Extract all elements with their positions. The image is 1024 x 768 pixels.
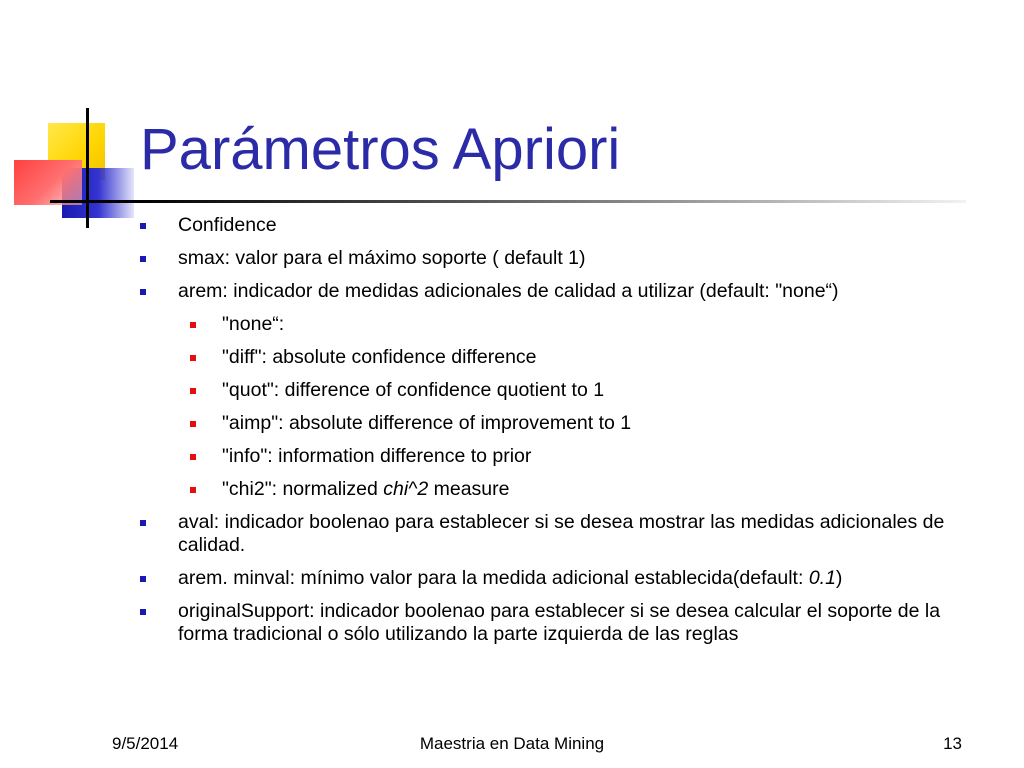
sub-bullet-text: "aimp": absolute difference of improvement to 1	[222, 412, 632, 434]
bullet-text: arem: indicador de medidas adicionales de calidad a utilizar (default: "none“)	[178, 280, 839, 302]
red-square-bullet-icon	[190, 322, 196, 328]
sub-bullet-text-italic: chi^2	[383, 478, 429, 500]
slide-title: Parámetros Apriori	[140, 117, 621, 182]
blue-square-bullet-icon	[140, 256, 146, 262]
bullet-text: originalSupport: indicador boolenao para establecer si se desea calcular el soporte de la forma tradicional o sólo utilizando la parte izquierda de las reglas	[178, 600, 941, 645]
bullet-text: Confidence	[178, 214, 277, 236]
red-square-bullet-icon	[190, 388, 196, 394]
blue-square-bullet-icon	[140, 576, 146, 582]
sub-bullet-text: "diff": absolute confidence difference	[222, 346, 537, 368]
red-square-bullet-icon	[190, 487, 196, 493]
decorative-squares	[0, 0, 140, 240]
sub-bullet-text: "none“:	[222, 313, 285, 335]
sub-bullet-text: "info": information difference to prior	[222, 445, 532, 467]
sub-bullet-text: "quot": difference of confidence quotient to 1	[222, 379, 605, 401]
footer-title: Maestria en Data Mining	[419, 734, 605, 753]
red-square-bullet-icon	[190, 355, 196, 361]
blue-square-bullet-icon	[140, 520, 146, 526]
red-square-bullet-icon	[190, 454, 196, 460]
sub-bullet-item	[140, 445, 990, 468]
sub-bullet-item	[140, 478, 990, 501]
sub-bullet-text-end: measure	[428, 478, 510, 500]
sub-bullet-text-start: "chi2": normalized	[222, 478, 384, 500]
sub-bullet-item	[140, 346, 990, 369]
red-square-bullet-icon	[190, 421, 196, 427]
bullet-item	[140, 567, 990, 590]
sub-bullet-item	[140, 313, 990, 336]
sub-bullet-item	[140, 379, 990, 402]
bullet-item	[140, 247, 990, 270]
title-underline	[136, 200, 966, 203]
red-square	[14, 160, 82, 205]
footer-date: 9/5/2014	[112, 734, 179, 753]
footer-page-number: 13	[943, 734, 962, 753]
bullet-text: smax: valor para el máximo soporte ( default 1)	[178, 247, 586, 269]
bullet-text-start: arem. minval: mínimo valor para la medida adicional establecida(default:	[178, 567, 809, 589]
bullet-item	[140, 214, 990, 237]
blue-square-bullet-icon	[140, 289, 146, 295]
vertical-line	[86, 108, 89, 228]
blue-square-bullet-icon	[140, 223, 146, 229]
bullet-text-italic: 0.1	[808, 567, 836, 589]
bullet-item	[140, 280, 990, 303]
bullet-item	[140, 600, 990, 646]
slide-content	[140, 214, 990, 656]
bullet-text-end: )	[835, 567, 843, 589]
bullet-list	[140, 214, 990, 646]
bullet-text: aval: indicador boolenao para establecer si se desea mostrar las medidas adicionales de calidad.	[178, 511, 945, 556]
horizontal-line	[50, 200, 136, 203]
bullet-item	[140, 511, 990, 557]
blue-square-bullet-icon	[140, 609, 146, 615]
sub-bullet-item	[140, 412, 990, 435]
